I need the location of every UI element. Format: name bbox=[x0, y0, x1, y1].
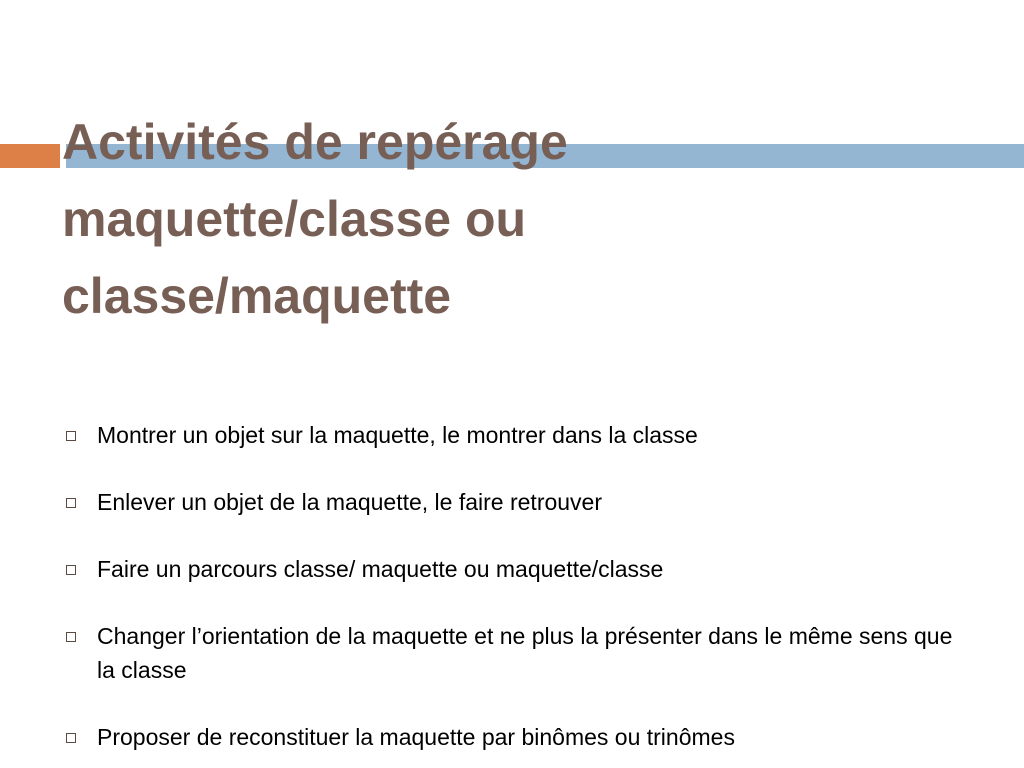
title-line-1: Activités de repérage bbox=[62, 114, 568, 170]
square-bullet-icon bbox=[66, 565, 76, 575]
bullet-item bbox=[62, 552, 962, 586]
bullet-item bbox=[62, 418, 962, 452]
bullet-text: Faire un parcours classe/ maquette ou maquette/classe bbox=[97, 556, 664, 582]
title-line-2: maquette/classe ou bbox=[62, 191, 527, 247]
square-bullet-icon bbox=[66, 431, 76, 441]
bullet-item bbox=[62, 485, 962, 519]
bullet-text: Enlever un objet de la maquette, le faire retrouver bbox=[97, 489, 603, 515]
bullet-text: Changer l’orientation de la maquette et ne plus la présenter dans le même sens que la classe bbox=[97, 623, 953, 683]
bullet-text: Proposer de reconstituer la maquette par binômes ou trinômes bbox=[97, 724, 735, 750]
title-line-3: classe/maquette bbox=[62, 268, 452, 324]
bullet-list bbox=[62, 418, 962, 768]
square-bullet-icon bbox=[66, 733, 76, 743]
square-bullet-icon bbox=[66, 632, 76, 642]
square-bullet-icon bbox=[66, 498, 76, 508]
slide-title bbox=[62, 104, 962, 335]
bullet-text: Montrer un objet sur la maquette, le montrer dans la classe bbox=[97, 422, 698, 448]
bullet-item bbox=[62, 619, 962, 687]
accent-bar-orange bbox=[0, 144, 60, 168]
bullet-item bbox=[62, 720, 962, 754]
